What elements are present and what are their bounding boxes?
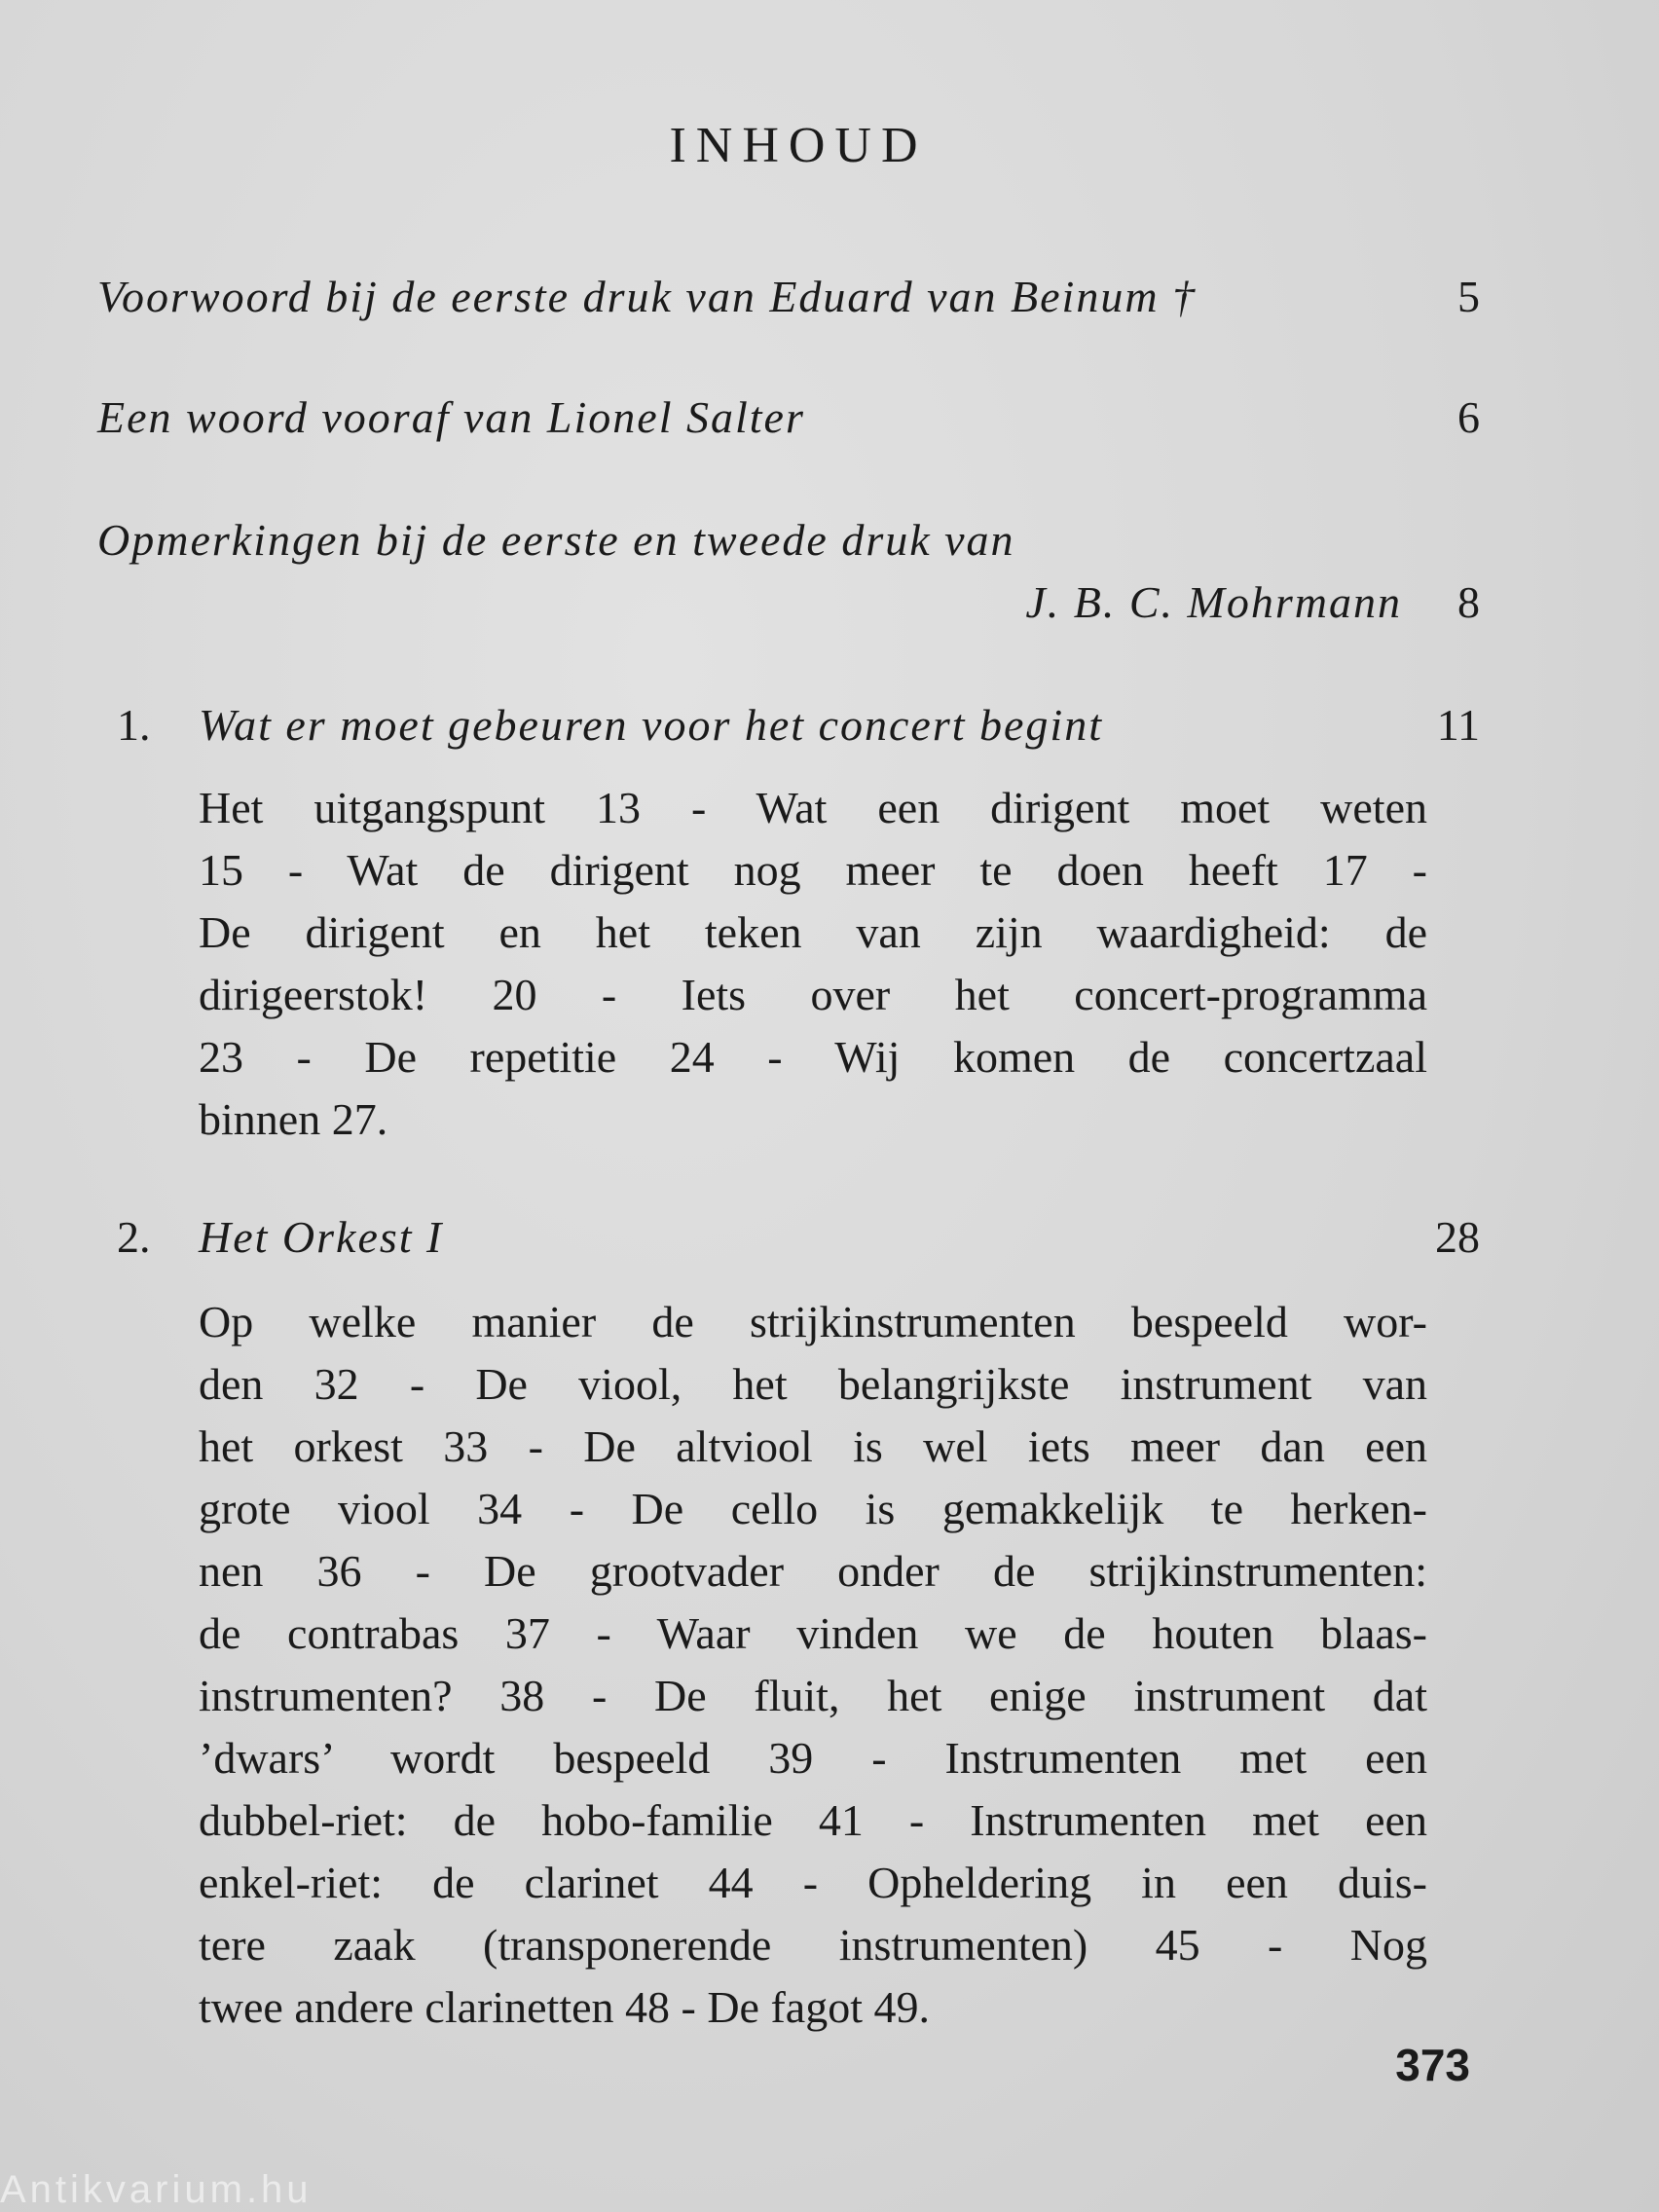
summary-line: den 32 - De viool, het belangrijkste instrument van	[199, 1359, 1427, 1409]
toc-entry-woord-vooraf	[97, 391, 1480, 443]
summary-line: 15 - Wat de dirigent nog meer te doen heeft 17 -	[199, 845, 1427, 895]
toc-entry-title: Voorwoord bij de eerste druk van Eduard van Beinum †	[97, 272, 1198, 321]
summary-line: Op welke manier de strijkinstrumenten bespeeld wor-	[199, 1297, 1427, 1346]
toc-entry-voorwoord	[97, 271, 1480, 322]
summary-line: de contrabas 37 - Waar vinden we de houten blaas-	[199, 1608, 1427, 1658]
summary-line: dubbel-riet: de hobo-familie 41 - Instrumenten met een	[199, 1795, 1427, 1845]
chapter-2-summary	[199, 1291, 1427, 2039]
chapter-1-summary	[199, 777, 1427, 1151]
chapter-1-heading	[117, 699, 1480, 751]
toc-entry-page: 5	[1457, 272, 1480, 321]
chapter-2-heading	[117, 1211, 1480, 1263]
summary-line: instrumenten? 38 - De fluit, het enige instrument dat	[199, 1671, 1427, 1720]
page-folio-number: 373	[1395, 2040, 1470, 2090]
chapter-title: Het Orkest I	[199, 1212, 444, 1262]
summary-line: ’dwars’ wordt bespeeld 39 - Instrumenten met een	[199, 1733, 1427, 1783]
summary-line: twee andere clarinetten 48 - De fagot 49.	[199, 1982, 930, 2032]
watermark-text: Antikvarium.hu	[0, 2168, 313, 2211]
chapter-page: 28	[1435, 1212, 1480, 1262]
toc-entry-author: J. B. C. Mohrmann	[1025, 577, 1402, 627]
toc-entry-title: Opmerkingen bij de eerste en tweede druk van	[97, 515, 1015, 565]
summary-line: Het uitgangspunt 13 - Wat een dirigent moet weten	[199, 783, 1427, 832]
summary-line: 23 - De repetitie 24 - Wij komen de concertzaal	[199, 1032, 1427, 1082]
toc-entry-page: 8	[1457, 577, 1480, 627]
summary-line: nen 36 - De grootvader onder de strijkinstrumenten:	[199, 1546, 1427, 1596]
toc-entry-page: 6	[1457, 392, 1480, 442]
page-title: INHOUD	[669, 118, 928, 173]
chapter-title: Wat er moet gebeuren voor het concert begint	[199, 700, 1103, 750]
summary-line: tere zaak (transponerende instrumenten) 45 - Nog	[199, 1920, 1427, 1970]
summary-line: dirigeerstok! 20 - Iets over het concert-programma	[199, 970, 1427, 1019]
summary-line: het orkest 33 - De altviool is wel iets meer dan een	[199, 1421, 1427, 1471]
summary-line: grote viool 34 - De cello is gemakkelijk te herken-	[199, 1484, 1427, 1533]
toc-entry-opmerkingen-author-line	[97, 576, 1480, 628]
summary-line: De dirigent en het teken van zijn waardigheid: de	[199, 907, 1427, 957]
toc-entry-opmerkingen	[97, 514, 1480, 566]
chapter-page: 11	[1436, 700, 1480, 750]
chapter-number: 1.	[117, 700, 151, 750]
toc-entry-title: Een woord vooraf van Lionel Salter	[97, 392, 805, 442]
summary-line: enkel-riet: de clarinet 44 - Opheldering in een duis-	[199, 1858, 1427, 1907]
summary-line: binnen 27.	[199, 1094, 388, 1144]
chapter-number: 2.	[117, 1212, 151, 1262]
